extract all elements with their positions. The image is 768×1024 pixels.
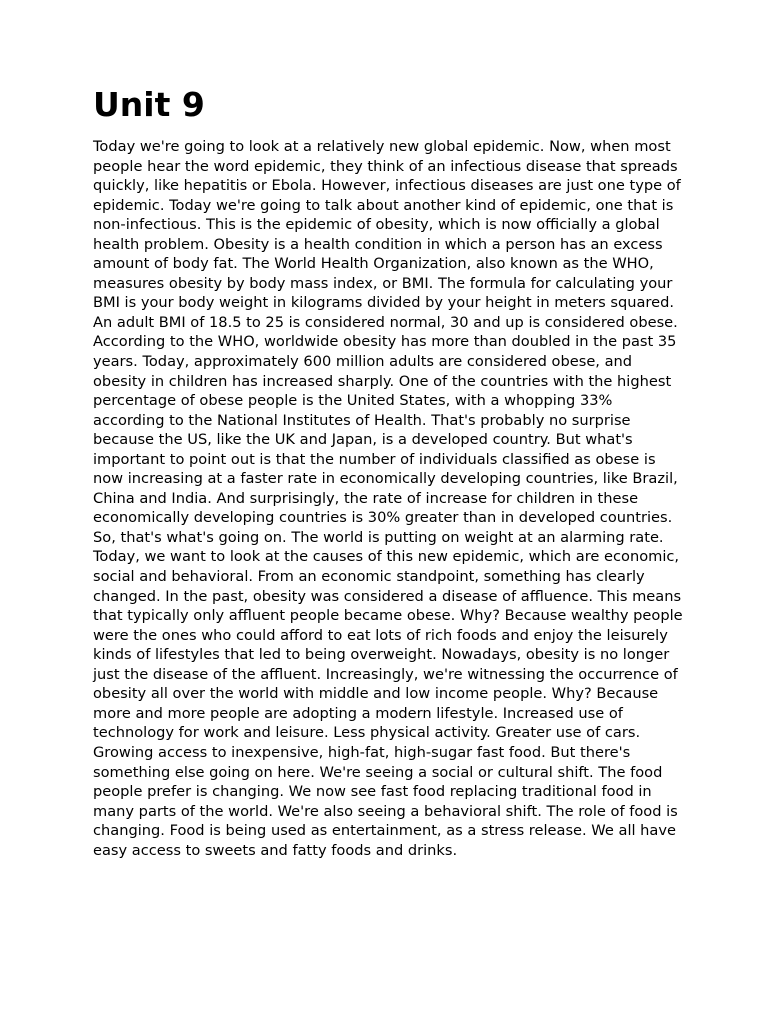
document-page xyxy=(93,85,683,860)
page-title: Unit 9 xyxy=(93,85,205,124)
body-paragraph: Today we're going to look at a relatively new global epidemic. Now, when most people hear the word epidemic, they think of an infectious disease that spreads quickly, like hepatitis or Ebola. However, infectious diseases are just one type of epidemic. Today we're going to talk about another kind of epidemic, one that is non-infectious. This is the epidemic of obesity, which is now officially a global health problem. Obesity is a health condition in which a person has an excess amount of body fat. The World Health Organization, also known as the WHO, measures obesity by body mass index, or BMI. The formula for calculating your BMI is your body weight in kilograms divided by your height in meters squared. An adult BMI of 18.5 to 25 is considered normal, 30 and up is considered obese. According to the WHO, worldwide obesity has more than doubled in the past 35 years. Today, approximately 600 million adults are considered obese, and obesity in children has increased sharply. One of the countries with the highest percentage of obese people is the United States, with a whopping 33% according to the National Institutes of Health. That's probably no surprise because the US, like the UK and Japan, is a developed country. But what's important to point out is that the number of individuals classified as obese is now increasing at a faster rate in economically developing countries, like Brazil, China and India. And surprisingly, the rate of increase for children in these economically developing countries is 30% greater than in developed countries. So, that's what's going on. The world is putting on weight at an alarming rate. Today, we want to look at the causes of this new epidemic, which are economic, social and behavioral. From an economic standpoint, something has clearly changed. In the past, obesity was considered a disease of affluence. This means that typically only affluent people became obese. Why? Because wealthy people were the ones who could afford to eat lots of rich foods and enjoy the leisurely kinds of lifestyles that led to being overweight. Nowadays, obesity is no longer just the disease of the affluent. Increasingly, we're witnessing the occurrence of obesity all over the world with middle and low income people. Why? Because more and more people are adopting a modern lifestyle. Increased use of technology for work and leisure. Less physical activity. Greater use of cars. Growing access to inexpensive, high-fat, high-sugar fast food. But there's something else going on here. We're seeing a social or cultural shift. The food people prefer is changing. We now see fast food replacing traditional food in many parts of the world. We're also seeing a behavioral shift. The role of food is changing. Food is being used as entertainment, as a stress release. We all have easy access to sweets and fatty foods and drinks. xyxy=(93,138,683,859)
